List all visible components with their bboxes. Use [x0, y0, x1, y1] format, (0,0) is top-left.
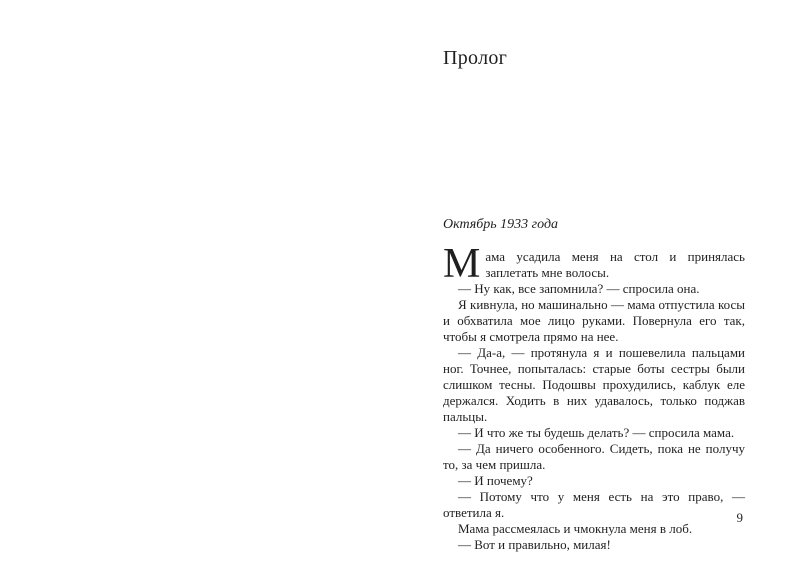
- chapter-title: Пролог: [443, 47, 508, 69]
- paragraph-text: Я кивнула, но машинально — мама отпустила косы и обхватила мое лицо руками. Повернула его так, чтобы я смотрела прямо на нее.: [443, 297, 745, 344]
- page-number: 9: [736, 510, 743, 525]
- paragraph-text: — Вот и правильно, милая!: [458, 537, 611, 552]
- paragraph: [443, 473, 745, 489]
- body-text: [443, 241, 745, 553]
- paragraph: [443, 297, 745, 345]
- paragraph-text: — И что же ты будешь делать? — спросила мама.: [458, 425, 735, 440]
- paragraph: [443, 537, 745, 553]
- drop-cap: М: [443, 241, 481, 287]
- paragraph: [443, 281, 745, 297]
- paragraph-text: — Да-а, — протянула я и пошевелила пальцами ног. Точнее, попыталась: старые боты сестры были слишком тесны. Подошвы прохудились, каблук еле держался. Ходить в них удавалось, только поджав пальцы.: [443, 345, 745, 424]
- paragraph-text: ама усадила меня на стол и принялась заплетать мне волосы.: [485, 249, 745, 280]
- paragraph: [443, 425, 745, 441]
- date-line: Октябрь 1933 года: [443, 217, 559, 232]
- paragraph-text: — И почему?: [458, 473, 533, 488]
- paragraph: [443, 441, 745, 473]
- paragraph-text: — Да ничего особенного. Сидеть, пока не получу то, за чем пришла.: [443, 441, 745, 472]
- paragraph: [443, 345, 745, 425]
- paragraph-text: — Ну как, все запомнила? — спросила она.: [458, 281, 700, 296]
- paragraph: [443, 241, 745, 287]
- paragraph-text: — Потому что у меня есть на это право, — ответила я.: [443, 489, 745, 520]
- paragraph-text: Мама рассмеялась и чмокнула меня в лоб.: [458, 521, 693, 536]
